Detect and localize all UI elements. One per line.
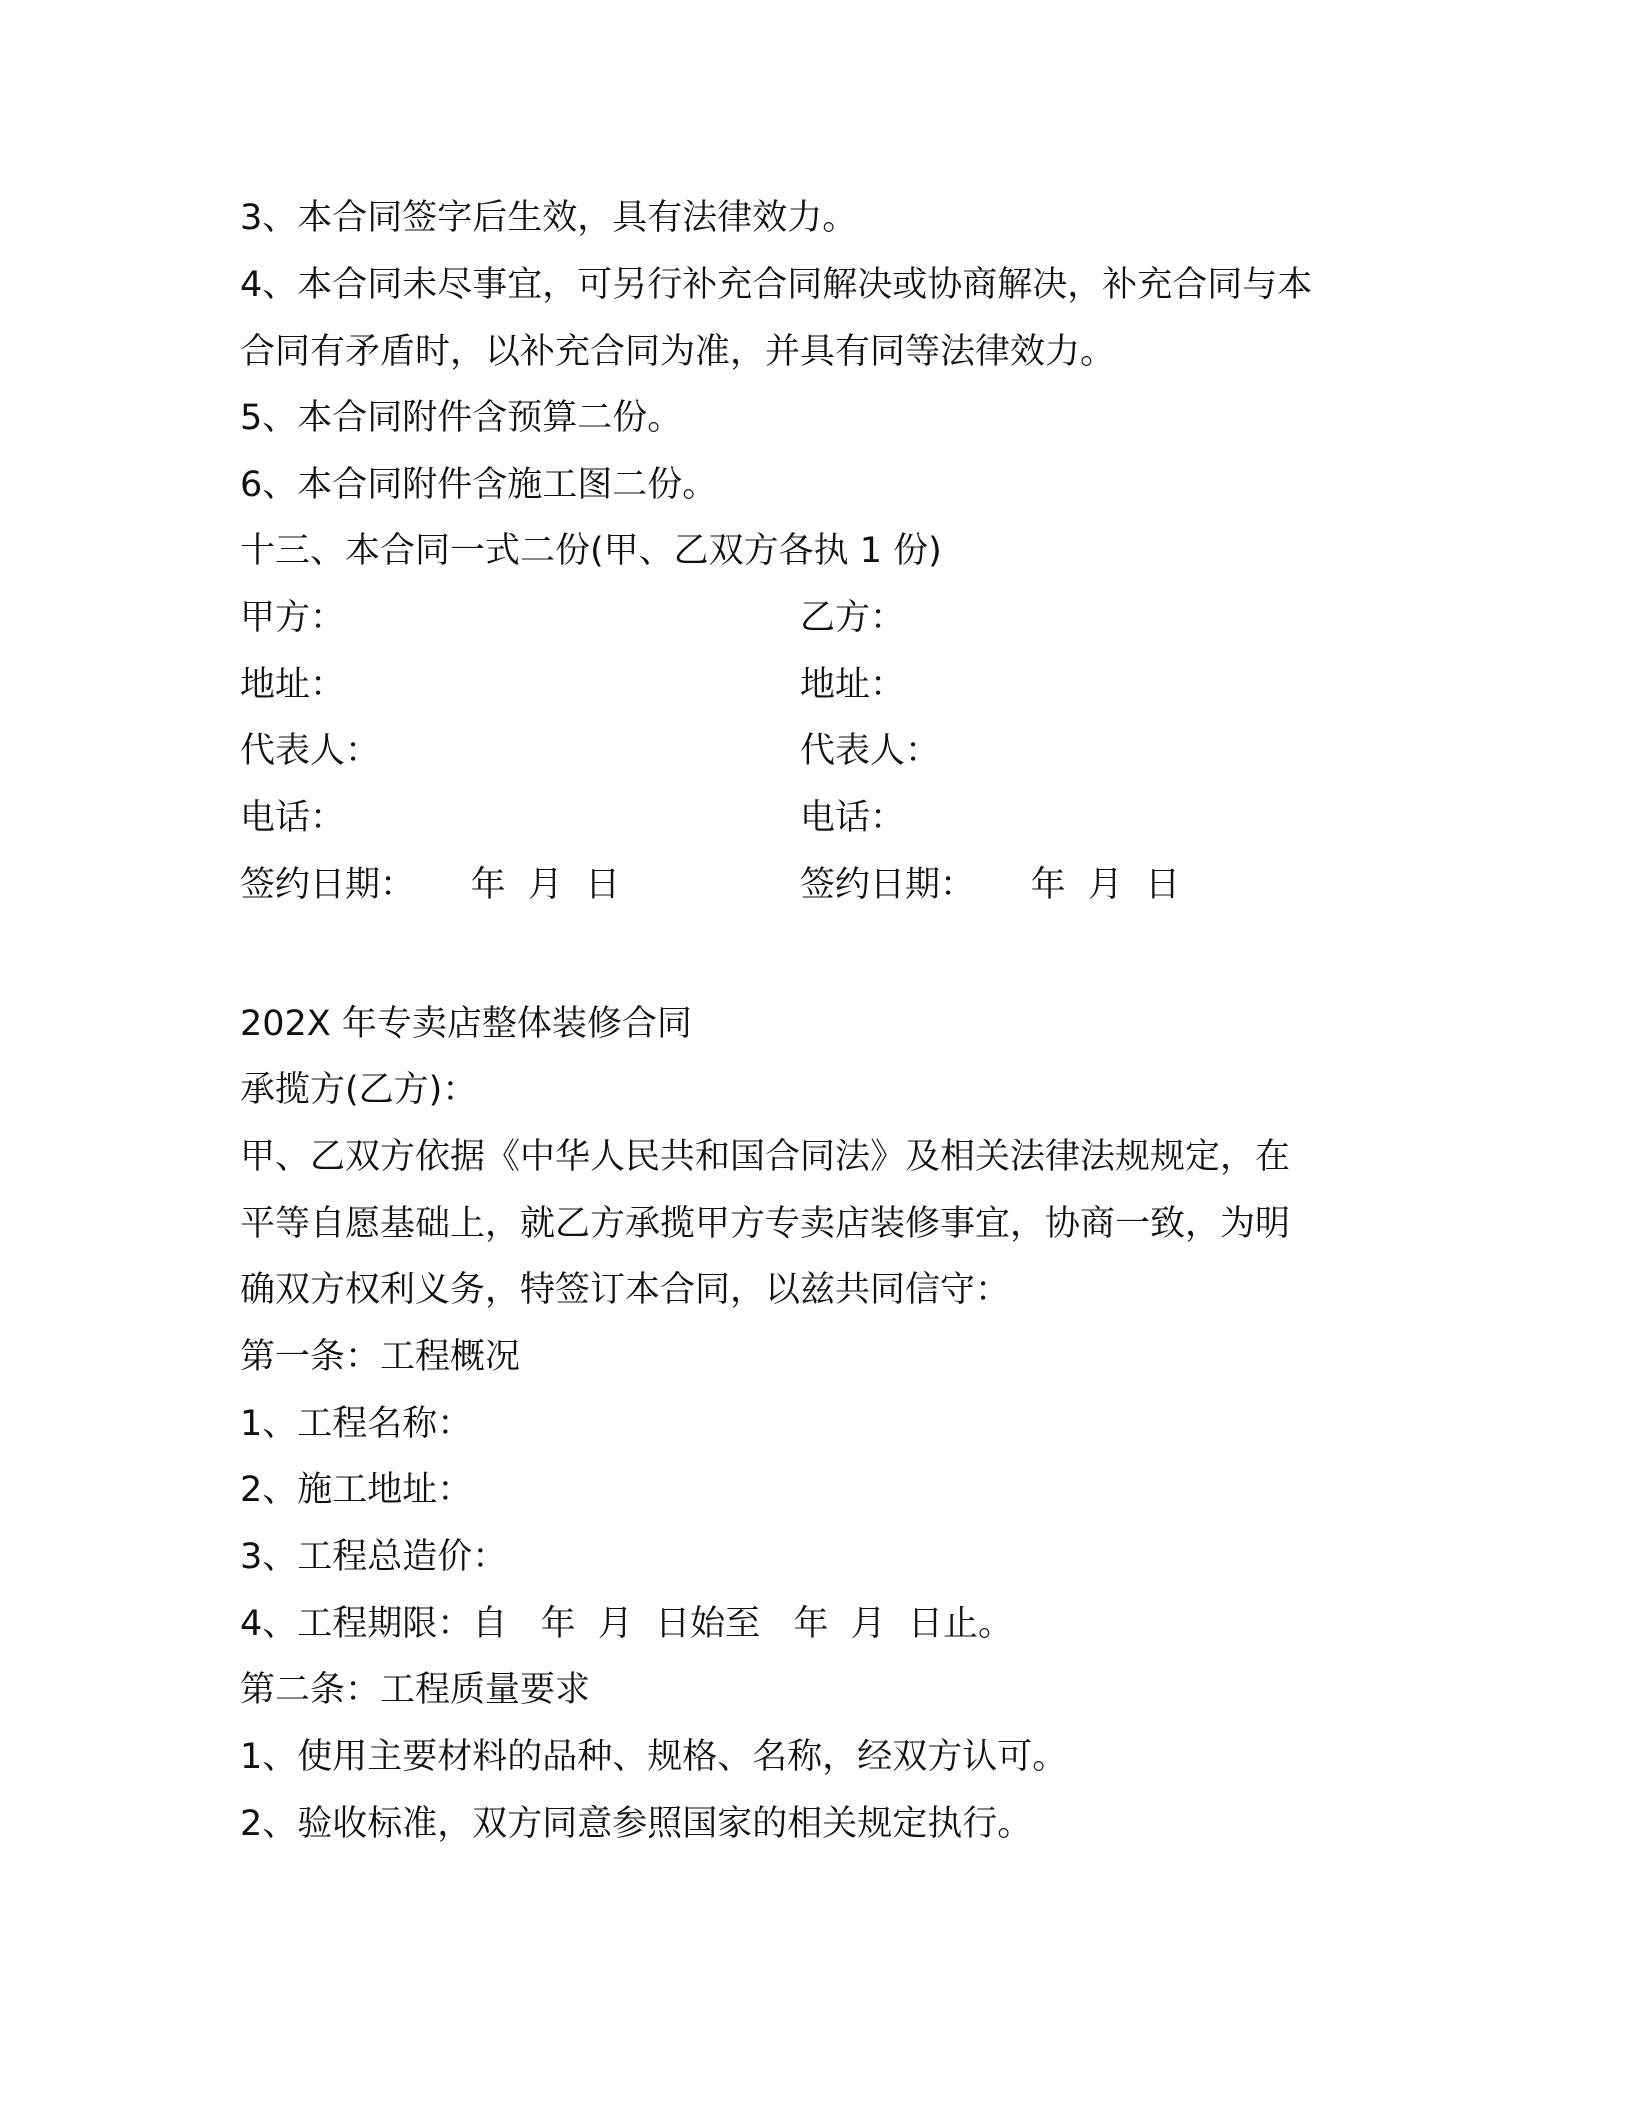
party-b-address: 地址： xyxy=(800,665,906,705)
clause-3: 3、本合同签字后生效，具有法律效力。 xyxy=(240,198,858,238)
party-a-representative: 代表人： xyxy=(240,731,381,771)
party-b-date: 签约日期： 年 月 日 xyxy=(800,865,1181,905)
clause-6: 6、本合同附件含施工图二份。 xyxy=(240,465,718,505)
contract-title: 202X 年专卖店整体装修合同 xyxy=(240,1004,692,1044)
article-2-item: 2、验收标准，双方同意参照国家的相关规定执行。 xyxy=(240,1804,1033,1844)
clause-4-line-1: 4、本合同未尽事宜，可另行补充合同解决或协商解决，补充合同与本 xyxy=(240,265,1313,305)
clause-5: 5、本合同附件含预算二份。 xyxy=(240,398,683,438)
party-b-label: 乙方： xyxy=(800,598,906,638)
article-1-item: 2、施工地址： xyxy=(240,1470,473,1510)
party-a-phone: 电话： xyxy=(240,798,346,838)
intro-line-1: 甲、乙双方依据《中华人民共和国合同法》及相关法律法规规定，在 xyxy=(240,1137,1291,1177)
party-a-date: 签约日期： 年 月 日 xyxy=(240,865,621,905)
article-1-item: 1、工程名称： xyxy=(240,1404,473,1444)
intro-line-3: 确双方权利义务，特签订本合同，以兹共同信守： xyxy=(240,1270,1011,1310)
contractor-label: 承揽方(乙方)： xyxy=(240,1070,478,1110)
article-1-item: 4、工程期限：自 年 月 日始至 年 月 日止。 xyxy=(240,1604,1014,1644)
party-a-address: 地址： xyxy=(240,665,346,705)
clause-13: 十三、本合同一式二份(甲、乙双方各执 1 份) xyxy=(240,531,942,571)
article-1-heading: 第一条：工程概况 xyxy=(240,1337,521,1377)
article-2-heading: 第二条：工程质量要求 xyxy=(240,1670,591,1710)
intro-line-2: 平等自愿基础上，就乙方承揽甲方专卖店装修事宜，协商一致，为明 xyxy=(240,1204,1291,1244)
article-1-item: 3、工程总造价： xyxy=(240,1537,508,1577)
clause-4-line-2: 合同有矛盾时，以补充合同为准，并具有同等法律效力。 xyxy=(240,332,1116,372)
party-a-label: 甲方： xyxy=(240,598,346,638)
party-b-phone: 电话： xyxy=(800,798,906,838)
article-2-item: 1、使用主要材料的品种、规格、名称，经双方认可。 xyxy=(240,1737,1068,1777)
party-b-representative: 代表人： xyxy=(800,731,941,771)
